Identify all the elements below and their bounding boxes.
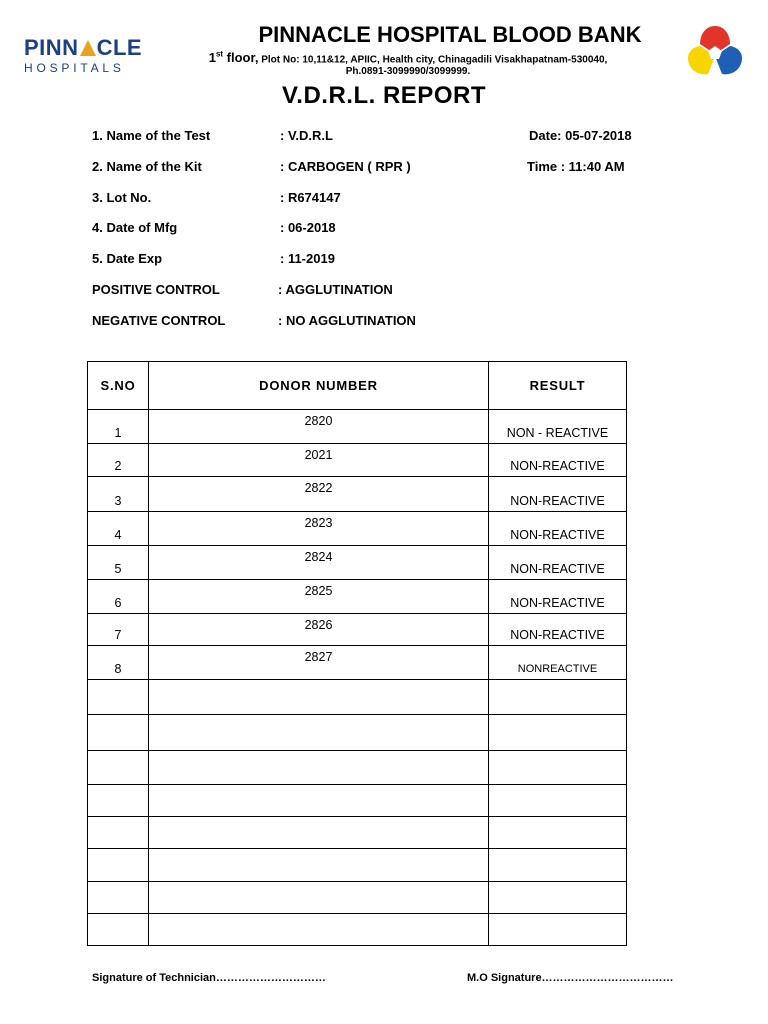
empty-cell [88,849,149,882]
result-cell: NONREACTIVE [517,663,598,675]
field-value: : CARBOGEN ( RPR ) [280,159,411,174]
result-cell: NON-REACTIVE [510,528,605,542]
hospital-emblem-icon [686,24,744,78]
result-cell: NON - REACTIVE [506,426,609,440]
empty-cell [88,882,149,914]
table-row [88,646,627,680]
empty-cell [489,715,627,751]
empty-cell [88,785,149,817]
donor-number-cell: 2021 [304,448,333,462]
donor-number-cell: 2823 [304,516,333,530]
sno-cell: 5 [114,562,122,576]
empty-cell [489,751,627,785]
empty-cell [88,680,149,715]
empty-cell [149,680,489,715]
address-line-2: Ph.0891-3099990/3099999. [345,66,471,77]
donor-number-cell: 2826 [304,618,333,632]
mo-signature-line: M.O Signature……………………………… [467,972,674,984]
sno-cell: 3 [114,494,122,508]
empty-cell [88,751,149,785]
empty-cell [149,751,489,785]
result-cell: NON-REACTIVE [510,494,605,508]
header-result: RESULT [489,362,627,410]
field-value: : 06-2018 [280,220,336,235]
empty-table-row [88,817,627,849]
field-value: : V.D.R.L [280,128,333,143]
field-value: : AGGLUTINATION [278,282,393,297]
empty-cell [489,849,627,882]
empty-cell [149,817,489,849]
empty-table-row [88,751,627,785]
sno-cell: 6 [114,596,122,610]
empty-cell [88,817,149,849]
sno-cell: 8 [114,662,122,676]
field-label: 2. Name of the Kit [92,159,202,174]
empty-table-row [88,680,627,715]
logo-wordmark: PINN CLE [24,35,143,60]
header-sno: S.NO [88,362,149,410]
field-value: : NO AGGLUTINATION [278,313,416,328]
field-label: 5. Date Exp [92,251,163,266]
hospital-name: PINNACLE HOSPITAL BLOOD BANK [258,22,642,47]
empty-cell [149,849,489,882]
sno-cell: 4 [114,528,122,542]
empty-table-row [88,849,627,882]
empty-cell [149,882,489,914]
field-label: 1. Name of the Test [92,128,211,143]
empty-cell [489,914,627,946]
empty-table-row [88,914,627,946]
donor-number-cell: 2822 [304,481,333,495]
empty-cell [149,715,489,751]
table-row [88,477,627,512]
address-line-1: 1st floor, Plot No: 10,11&12, APIIC, Health city, Chinagadili Visakhapatnam-530040, [208,50,608,66]
field-label: 3. Lot No. [92,190,152,205]
field-label: 4. Date of Mfg [92,220,178,235]
table-row [88,546,627,580]
field-label: POSITIVE CONTROL [92,282,220,297]
empty-cell [489,882,627,914]
empty-cell [489,785,627,817]
report-time: Time : 11:40 AM [527,159,625,174]
result-cell: NON-REACTIVE [510,562,605,576]
empty-table-row [88,715,627,751]
report-title: V.D.R.L. REPORT [282,82,486,109]
empty-table-row [88,785,627,817]
result-cell: NON-REACTIVE [510,628,605,642]
report-date: Date: 05-07-2018 [529,128,632,143]
table-row [88,444,627,477]
donor-number-cell: 2820 [304,414,333,428]
result-cell: NON-REACTIVE [510,459,605,473]
result-cell: NON-REACTIVE [510,596,605,610]
table-header-row [88,362,627,410]
empty-cell [88,914,149,946]
empty-table-row [88,882,627,914]
field-value: : R674147 [280,190,341,205]
logo-triangle-icon [80,40,96,56]
sno-cell: 7 [114,628,122,642]
field-label: NEGATIVE CONTROL [92,313,226,328]
sno-cell: 2 [114,459,122,473]
sno-cell: 1 [114,426,122,440]
table-row [88,614,627,646]
donor-number-cell: 2827 [304,650,333,664]
donor-results-table [87,361,627,946]
field-value: : 11-2019 [280,251,335,266]
table-row [88,580,627,614]
technician-signature-line: Signature of Technician………………………… [92,972,326,984]
pinnacle-logo [24,35,143,75]
empty-cell [88,715,149,751]
empty-cell [489,680,627,715]
header-donor-number: DONOR NUMBER [149,362,489,410]
empty-cell [489,817,627,849]
logo-subtitle: HOSPITALS [24,61,125,75]
table-row [88,410,627,444]
empty-cell [149,785,489,817]
table-row [88,512,627,546]
donor-number-cell: 2824 [304,550,333,564]
donor-number-cell: 2825 [304,584,333,598]
empty-cell [149,914,489,946]
